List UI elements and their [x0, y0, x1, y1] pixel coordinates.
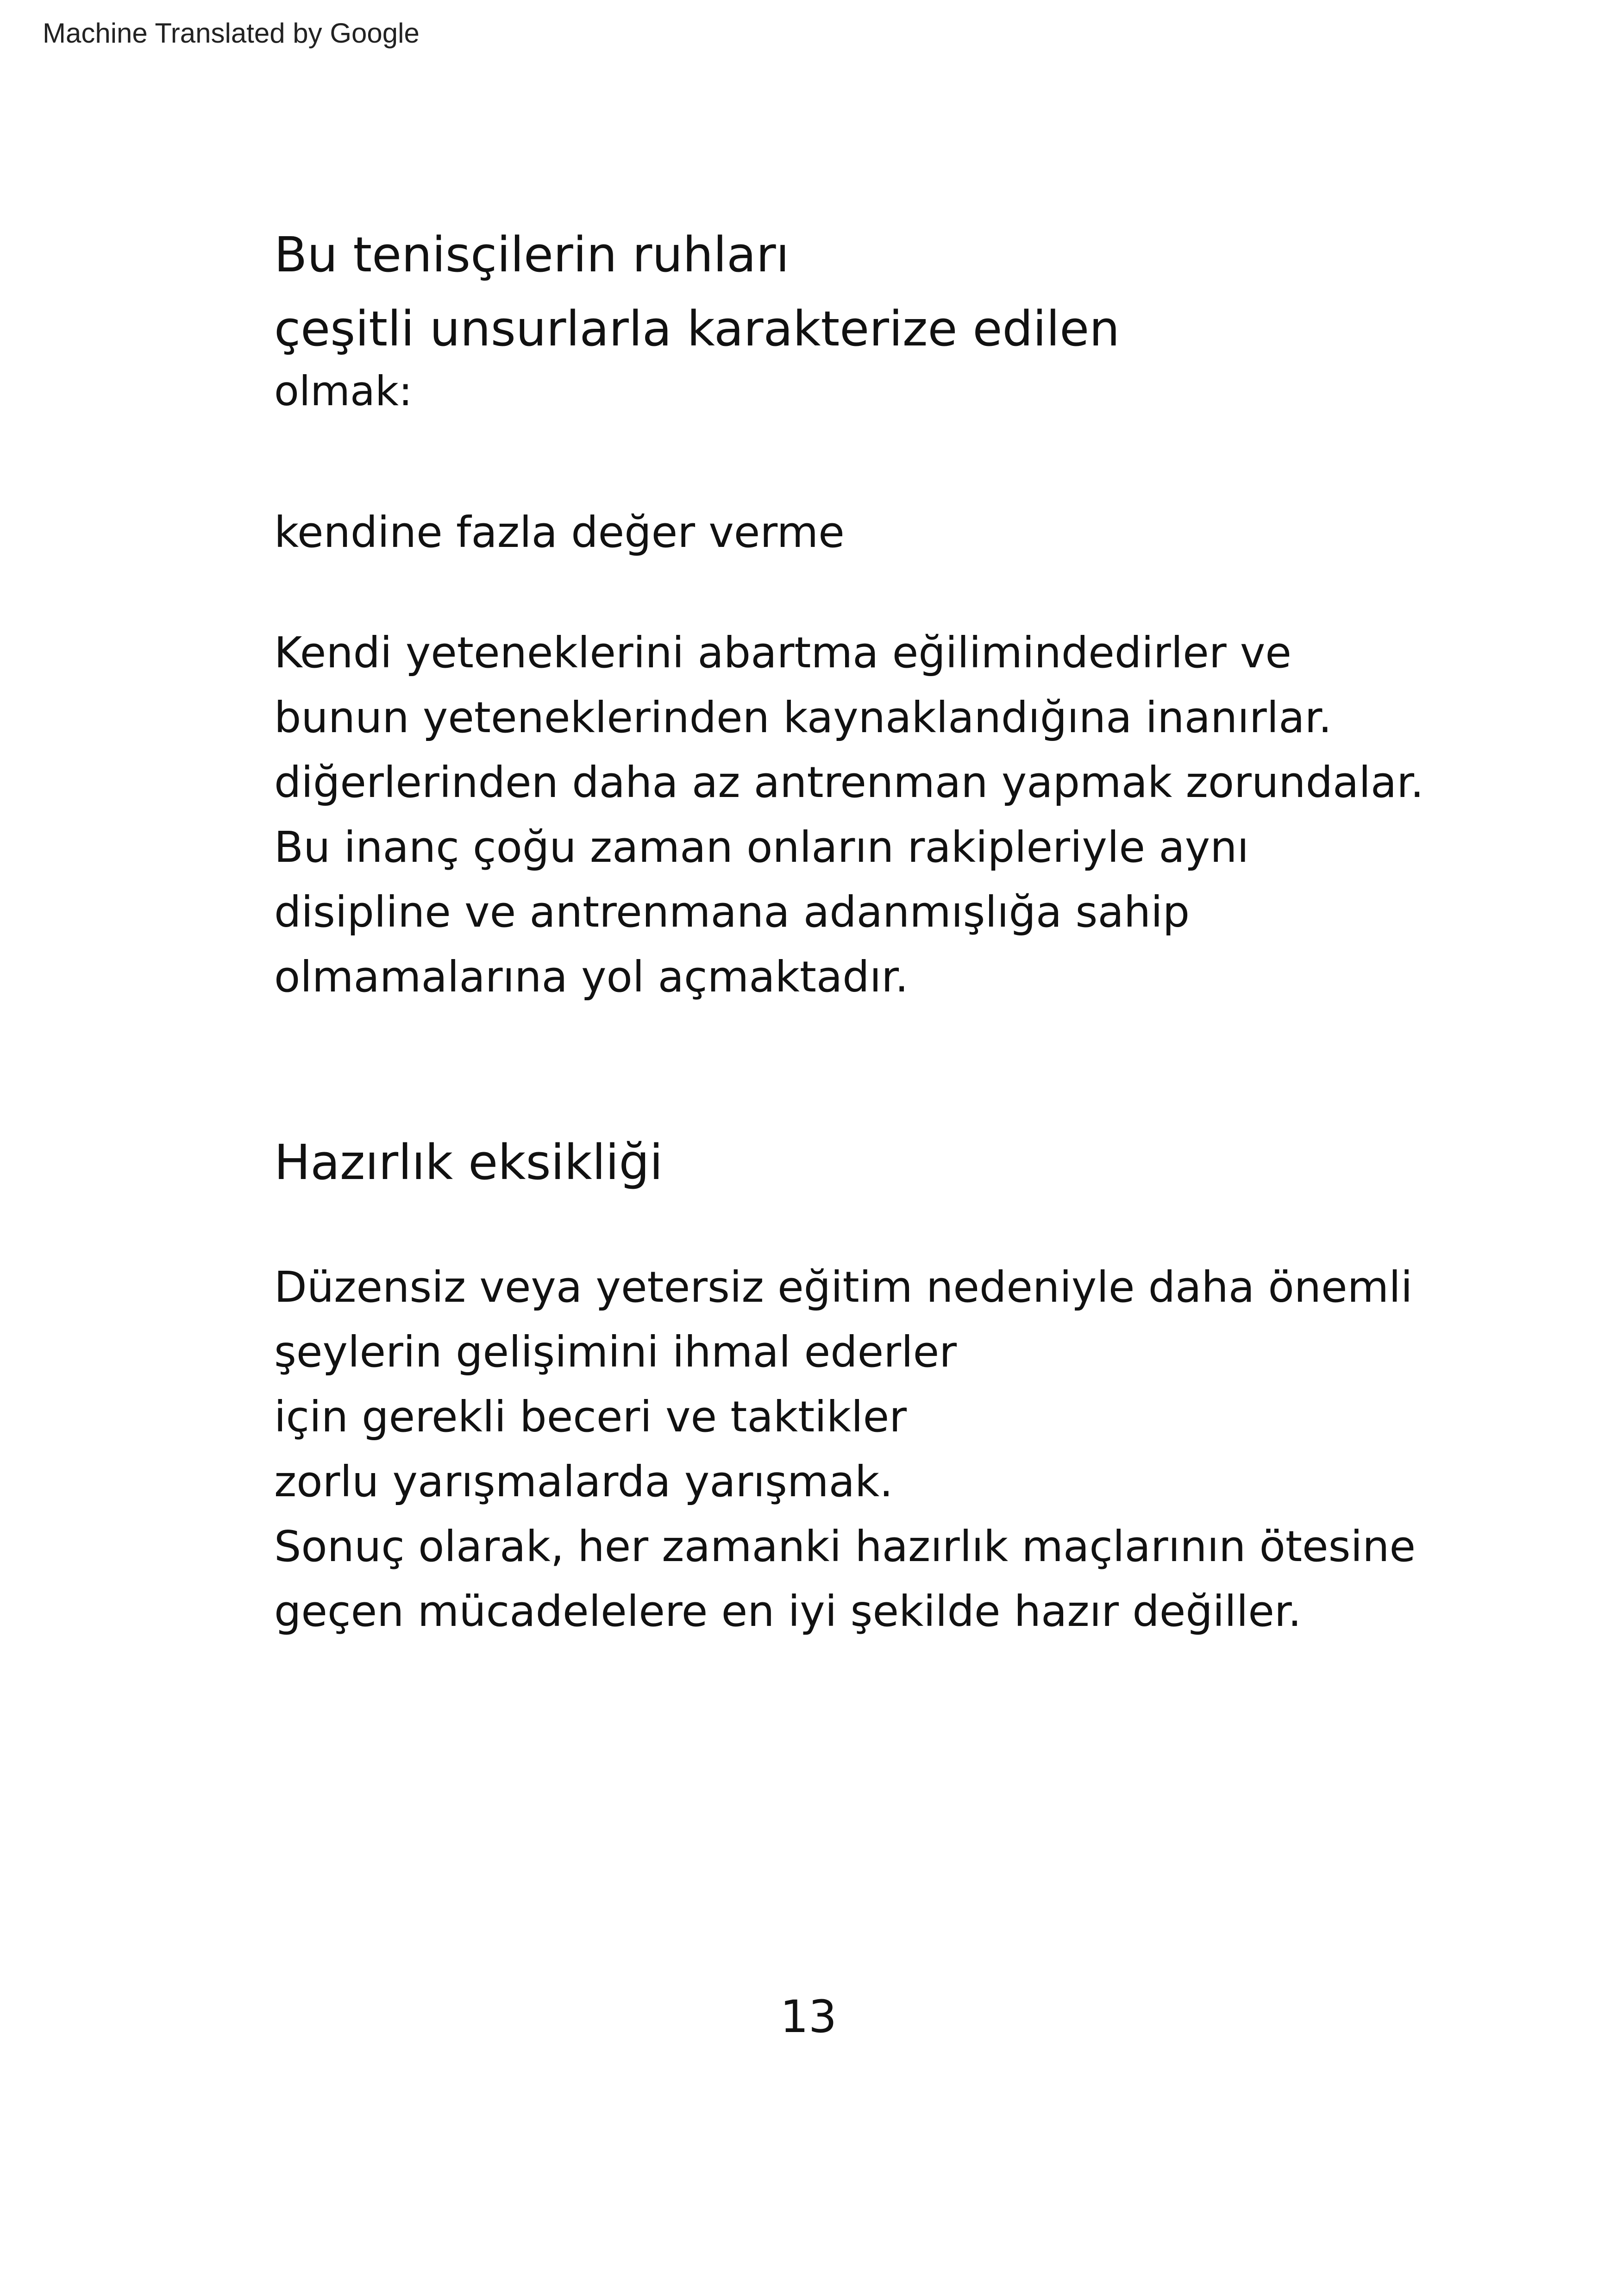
paragraph-line: için gerekli beceri ve taktikler: [274, 1392, 907, 1442]
paragraph-line: olmamalarına yol açmaktadır.: [274, 952, 909, 1002]
paragraph-line: geçen mücadelelere en iyi şekilde hazır değiller.: [274, 1587, 1302, 1636]
page-content: [274, 218, 1432, 1644]
section-2-paragraph: [274, 1255, 1432, 1644]
intro-line-2: çeşitli unsurlarla karakterize edilen: [274, 301, 1120, 357]
section-2-heading: Hazırlık eksikliği: [274, 1134, 663, 1191]
paragraph-line: disipline ve antrenmana adanmışlığa sahip: [274, 887, 1190, 937]
paragraph-line: Sonuç olarak, her zamanki hazırlık maçlarının ötesine: [274, 1522, 1416, 1571]
section-1-subheading: kendine fazla değer verme: [274, 508, 845, 557]
section-overvaluation: [274, 500, 1432, 1010]
intro-line-1: Bu tenisçilerin ruhları: [274, 226, 790, 283]
paragraph-line: Bu inanç çoğu zaman onların rakipleriyle aynı: [274, 822, 1249, 872]
machine-translation-watermark: Machine Translated by Google: [43, 18, 420, 49]
paragraph-line: Kendi yeteneklerini abartma eğilimindedirler ve: [274, 628, 1291, 678]
paragraph-line: diğerlerinden daha az antrenman yapmak zorundalar.: [274, 758, 1424, 807]
intro-line-3: olmak:: [274, 367, 413, 415]
paragraph-line: Düzensiz veya yetersiz eğitim nedeniyle daha önemli: [274, 1262, 1413, 1312]
paragraph-line: şeylerin gelişimini ihmal ederler: [274, 1327, 957, 1377]
paragraph-line: bunun yeteneklerinden kaynaklandığına inanırlar.: [274, 693, 1332, 742]
page-number: 13: [780, 1991, 837, 2043]
section-1-paragraph: [274, 621, 1432, 1010]
paragraph-line: zorlu yarışmalarda yarışmak.: [274, 1457, 893, 1506]
section-lack-of-preparation: [274, 1125, 1432, 1644]
intro-block: [274, 218, 1432, 417]
